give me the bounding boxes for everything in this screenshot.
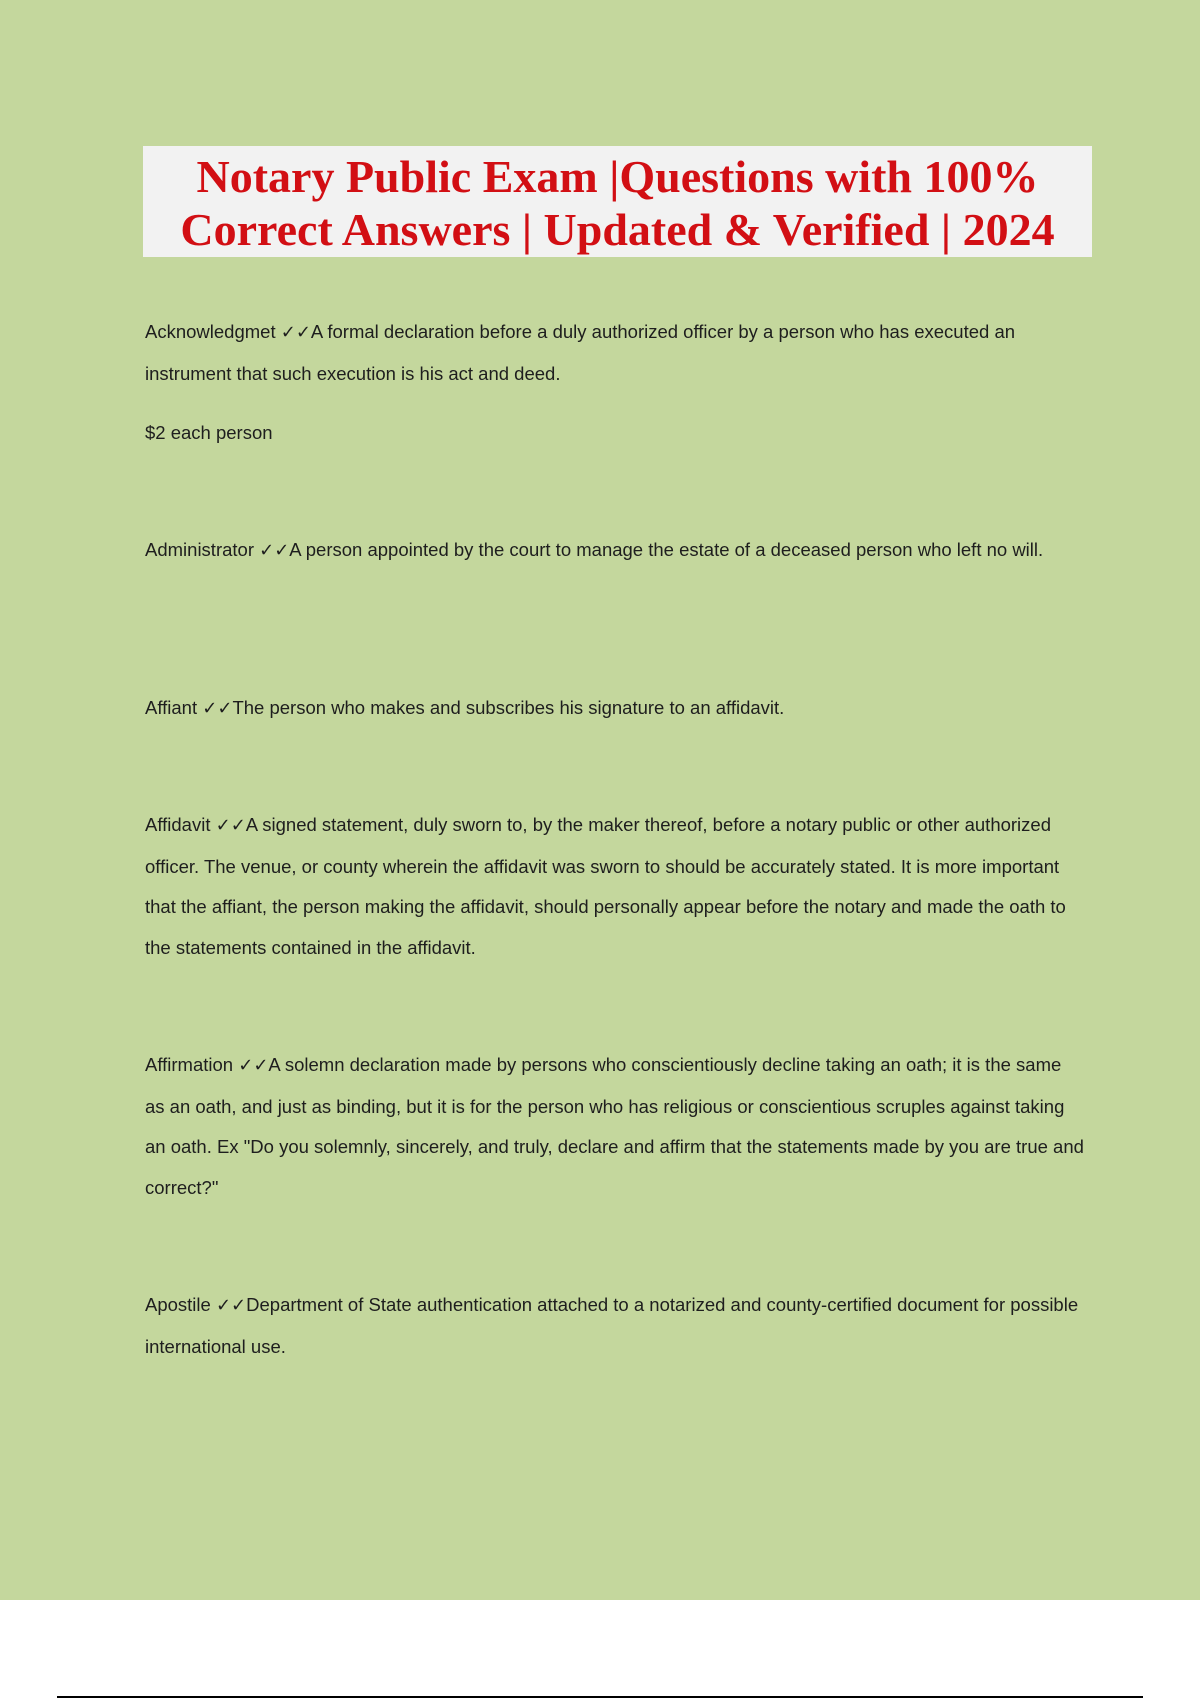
entry-definition: A person appointed by the court to manage the estate of a deceased person who left no will. <box>289 539 1044 560</box>
check-marks-icon: ✓✓ <box>280 322 311 343</box>
check-marks-icon: ✓✓ <box>202 698 233 719</box>
entry-term: Acknowledgmet <box>145 321 276 342</box>
entry-term: Apostile <box>145 1294 211 1315</box>
entry-definition: The person who makes and subscribes his signature to an affidavit. <box>232 697 785 718</box>
entry-definition: A solemn declaration made by persons who conscientiously decline taking an oath; it is the same as an oath, and just as binding, but it is for the person who has religious or conscientious scruples against taking an oath. Ex "Do you solemnly, sincerely, and truly, declare and affirm that the statements made by you are true and correct?" <box>145 1054 1084 1198</box>
entry-affiant <box>145 688 1085 730</box>
fee-note <box>145 413 1085 454</box>
title-line-1: Notary Public Exam |Questions with 100% <box>196 151 1039 202</box>
entry-definition: Department of State authentication attached to a notarized and county-certified document for possible international use. <box>145 1294 1079 1357</box>
footer-divider <box>57 1696 1143 1698</box>
entry-term: Administrator <box>145 539 254 560</box>
entry-administrator <box>145 530 1085 572</box>
fee-note-text: $2 each person <box>145 422 273 443</box>
check-marks-icon: ✓✓ <box>238 1055 269 1076</box>
title-line-2: Correct Answers | Updated & Verified | 2024 <box>180 204 1055 255</box>
check-marks-icon: ✓✓ <box>215 1295 247 1316</box>
entry-affirmation <box>145 1045 1085 1208</box>
check-marks-icon: ✓✓ <box>259 540 290 561</box>
entry-definition: A formal declaration before a duly authorized officer by a person who has executed an instrument that such execution is his act and deed. <box>145 321 1016 384</box>
check-marks-icon: ✓✓ <box>215 815 246 836</box>
entry-term: Affirmation <box>145 1054 234 1075</box>
entry-apostile <box>145 1285 1085 1367</box>
entry-term: Affidavit <box>145 814 211 835</box>
entry-acknowledgmet <box>145 312 1085 394</box>
entry-affidavit <box>145 805 1085 968</box>
entry-term: Affiant <box>145 697 198 718</box>
title-banner <box>143 146 1092 257</box>
entry-definition: A signed statement, duly sworn to, by the maker thereof, before a notary public or other authorized officer. The venue, or county wherein the affidavit was sworn to should be accurately stated. It is more important that the affiant, the person making the affidavit, should personally appear before the notary and made the oath to the statements contained in the affidavit. <box>145 814 1066 958</box>
